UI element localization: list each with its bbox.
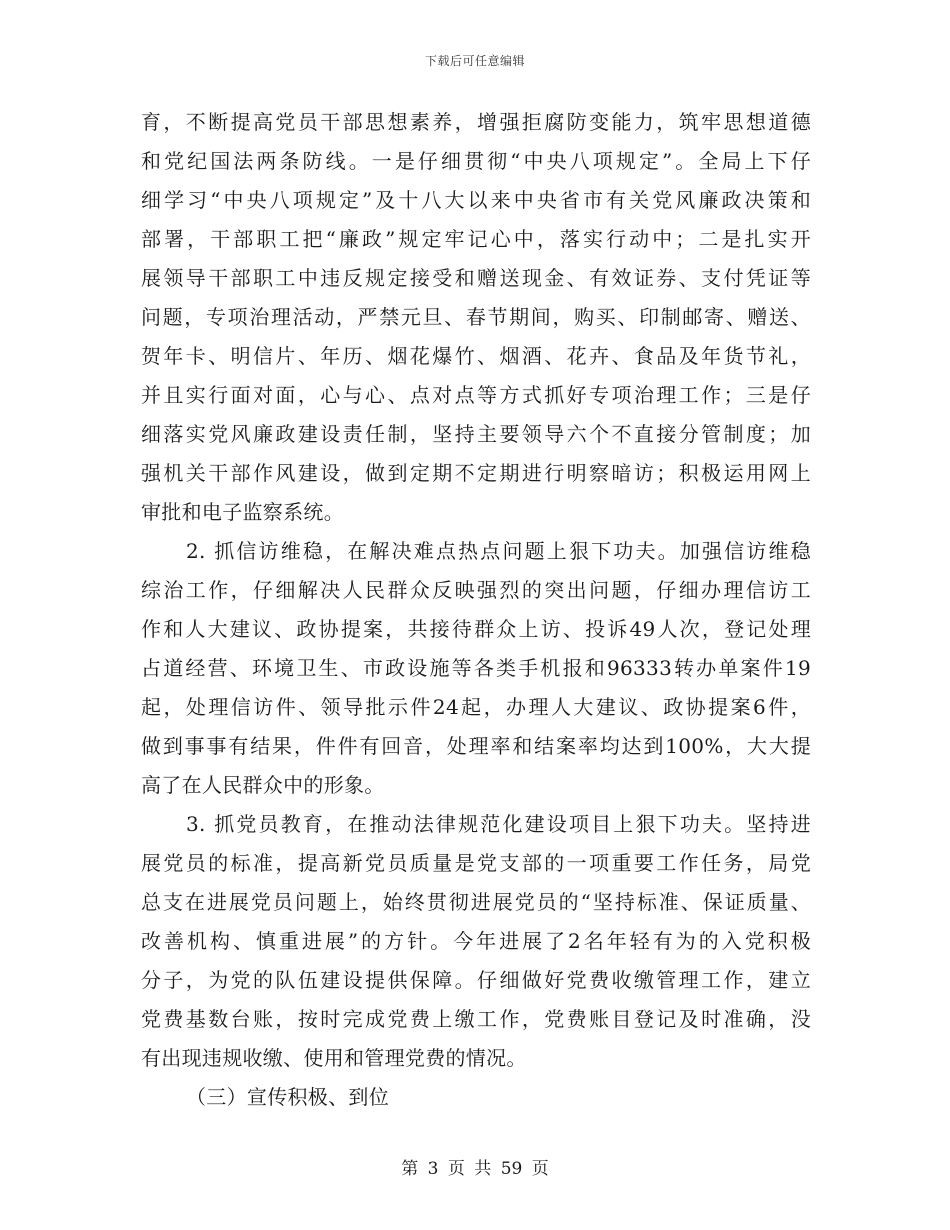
page-header: 下载后可任意编辑 (424, 54, 525, 68)
body-line: 改善机构、慎重进展”的方针。今年进展了2名年轻有为的入党积极 (141, 929, 811, 953)
body-line: 分子，为党的队伍建设提供保障。仔细做好党费收缴管理工作，建立 (141, 968, 811, 992)
body-line: 做到事事有结果，件件有回音，处理率和结案率均达到100%，大大提 (141, 734, 811, 758)
body-line: 细学习“中央八项规定”及十八大以来中央省市有关党风廉政决策和 (141, 188, 811, 212)
body-line: 起，处理信访件、领导批示件24起，办理人大建议、政协提案6件， (141, 695, 811, 719)
body-line: 党费基数台账，按时完成党费上缴工作，党费账目登记及时准确，没 (141, 1007, 811, 1031)
body-line: 部署，干部职工把“廉政”规定牢记心中，落实行动中；二是扎实开 (141, 227, 811, 251)
body-line: 问题，专项治理活动，严禁元旦、春节期间，购买、印制邮寄、赠送、 (141, 305, 811, 329)
paragraph-start-line: 2. 抓信访维稳，在解决难点热点问题上狠下功夫。加强信访维稳 (186, 539, 811, 563)
body-line: 总支在进展党员问题上，始终贯彻进展党员的“坚持标准、保证质量、 (141, 890, 811, 914)
body-line: 展领导干部职工中违反规定接受和赠送现金、有效证券、支付凭证等 (141, 266, 811, 290)
body-line: 并且实行面对面，心与心、点对点等方式抓好专项治理工作；三是仔 (141, 383, 811, 407)
body-line: 作和人大建议、政协提案，共接待群众上访、投诉49人次，登记处理 (141, 617, 811, 641)
body-line: 综治工作，仔细解决人民群众反映强烈的突出问题，仔细办理信访工 (141, 578, 811, 602)
body-line: 有出现违规收缴、使用和管理党费的情况。 (141, 1046, 527, 1070)
body-line: 高了在人民群众中的形象。 (141, 773, 385, 797)
section-heading: （三）宣传积极、到位 (186, 1085, 389, 1109)
body-line: 贺年卡、明信片、年历、烟花爆竹、烟酒、花卉、食品及年货节礼， (141, 344, 811, 368)
body-line: 育，不断提高党员干部思想素养，增强拒腐防变能力，筑牢思想道德 (141, 110, 811, 134)
body-line: 占道经营、环境卫生、市政设施等各类手机报和96333转办单案件19 (141, 656, 811, 680)
body-line: 审批和电子监察系统。 (141, 500, 344, 524)
body-line: 细落实党风廉政建设责任制，坚持主要领导六个不直接分管制度；加 (141, 422, 811, 446)
page-number-footer: 第 3 页 共 59 页 (401, 1159, 549, 1179)
paragraph-start-line: 3. 抓党员教育，在推动法律规范化建设项目上狠下功夫。坚持进 (186, 812, 811, 836)
body-line: 和党纪国法两条防线。一是仔细贯彻“中央八项规定”。全局上下仔 (141, 149, 811, 173)
body-line: 强机关干部作风建设，做到定期不定期进行明察暗访；积极运用网上 (141, 461, 811, 485)
document-body (141, 103, 811, 1117)
body-line: 展党员的标准，提高新党员质量是党支部的一项重要工作任务，局党 (141, 851, 811, 875)
